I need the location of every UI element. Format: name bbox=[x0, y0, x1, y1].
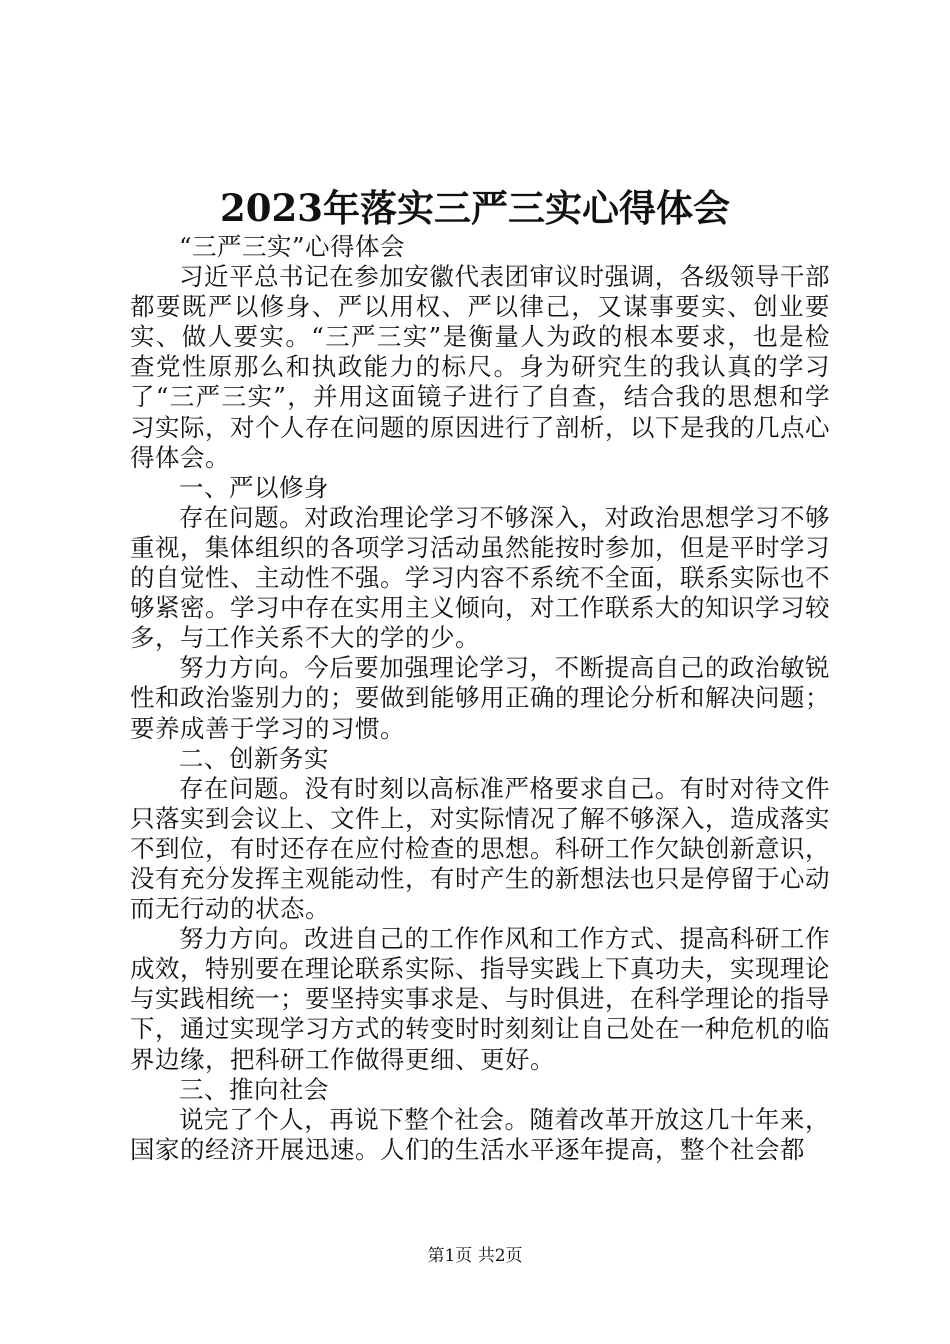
section-heading-2: 二、创新务实 bbox=[179, 743, 329, 773]
document-title: 2023年落实三严三实心得体会 bbox=[220, 186, 730, 230]
section-heading-1: 一、严以修身 bbox=[179, 472, 329, 502]
paragraph-society: 说完了个人，再说下整个社会。随着改革开放这几十年来，国家的经济开展迅速。人们的生活水平逐年提高，整个社会都 bbox=[130, 1104, 830, 1164]
paragraph-problem-2: 存在问题。没有时刻以高标准严格要求自己。有时对待文件只落实到会议上、文件上，对实际情况了解不够深入，造成落实不到位，有时还存在应付检查的思想。科研工作欠缺创新意识，没有充分发挥主观能动性，有时产生的新想法也只是停留于心动而无行动的状态。 bbox=[130, 773, 830, 924]
paragraph-direction-1: 努力方向。今后要加强理论学习，不断提高自己的政治敏锐性和政治鉴别力的；要做到能够用正确的理论分析和解决问题；要养成善于学习的习惯。 bbox=[130, 653, 830, 743]
document-body bbox=[130, 232, 830, 1165]
paragraph-intro: 习近平总书记在参加安徽代表团审议时强调，各级领导干部都要既严以修身、严以用权、严以律己，又谋事要实、创业要实、做人要实。“三严三实”是衡量人为政的根本要求，也是检查党性原那么和执政能力的标尺。身为研究生的我认真的学习了“三严三实”，并用这面镜子进行了自查，结合我的思想和学习实际，对个人存在问题的原因进行了剖析，以下是我的几点心得体会。 bbox=[130, 262, 830, 472]
paragraph-direction-2: 努力方向。改进自己的工作作风和工作方式、提高科研工作成效，特别要在理论联系实际、指导实践上下真功夫，实现理论与实践相统一；要坚持实事求是、与时俱进，在科学理论的指导下，通过实现学习方式的转变时时刻刻让自己处在一种危机的临界边缘，把科研工作做得更细、更好。 bbox=[130, 924, 830, 1074]
section-heading-3: 三、推向社会 bbox=[179, 1074, 329, 1104]
page-footer: 第1页 共2页 bbox=[427, 1246, 523, 1266]
paragraph-problem-1: 存在问题。对政治理论学习不够深入，对政治思想学习不够重视，集体组织的各项学习活动虽然能按时参加，但是平时学习的自觉性、主动性不强。学习内容不系统不全面，联系实际也不够紧密。学习中存在实用主义倾向，对工作联系大的知识学习较多，与工作关系不大的学的少。 bbox=[130, 502, 830, 653]
paragraph-subtitle: “三严三实”心得体会 bbox=[179, 232, 406, 261]
